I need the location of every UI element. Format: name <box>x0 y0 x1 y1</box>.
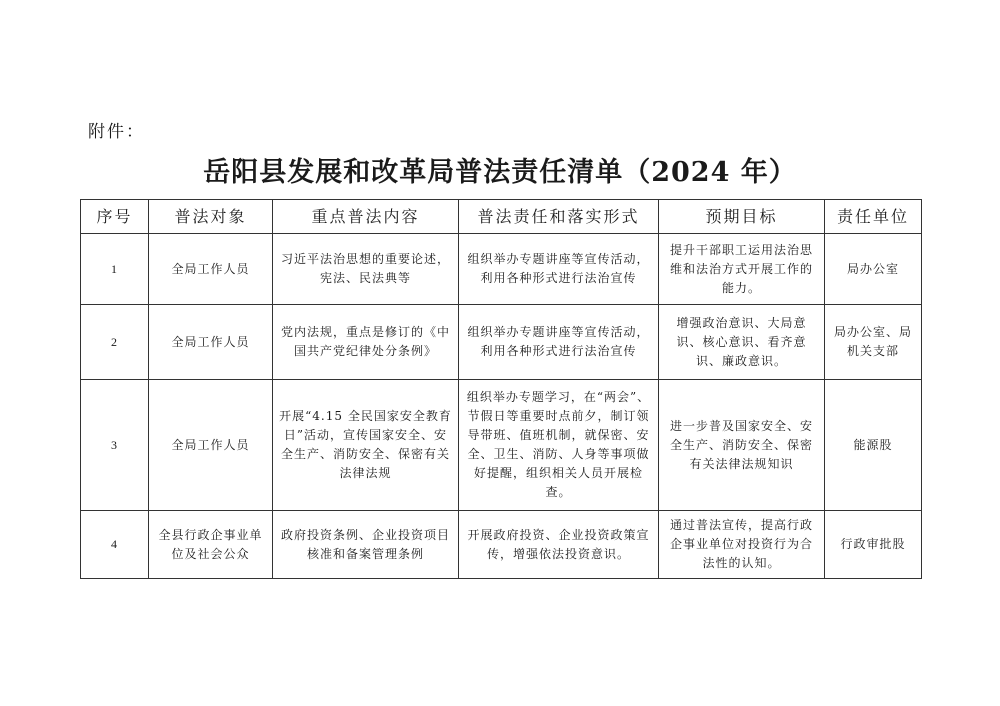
header-content: 重点普法内容 <box>273 200 459 234</box>
cell-form: 组织举办专题学习，在“两会”、节假日等重要时点前夕，制订领导带班、值班机制，就保密、安全、卫生、消防、人身等事项做好提醒，组织相关人员开展检查。 <box>459 380 659 511</box>
cell-serial: 3 <box>81 380 149 511</box>
table-header-row <box>81 200 922 234</box>
header-form: 普法责任和落实形式 <box>459 200 659 234</box>
responsibility-table <box>80 199 922 579</box>
table-row <box>81 305 922 380</box>
cell-goal: 增强政治意识、大局意识、核心意识、看齐意识、廉政意识。 <box>659 305 825 380</box>
cell-serial: 4 <box>81 511 149 579</box>
cell-unit: 能源股 <box>825 380 922 511</box>
cell-content: 开展“4.15 全民国家安全教育日”活动，宣传国家安全、安全生产、消防安全、保密有关法律法规 <box>273 380 459 511</box>
cell-unit: 局办公室 <box>825 234 922 305</box>
cell-goal: 进一步普及国家安全、安全生产、消防安全、保密有关法律法规知识 <box>659 380 825 511</box>
cell-audience: 全局工作人员 <box>149 305 273 380</box>
cell-content: 党内法规，重点是修订的《中国共产党纪律处分条例》 <box>273 305 459 380</box>
cell-goal: 提升干部职工运用法治思维和法治方式开展工作的能力。 <box>659 234 825 305</box>
header-serial: 序号 <box>81 200 149 234</box>
table-row <box>81 380 922 511</box>
cell-unit: 局办公室、局机关支部 <box>825 305 922 380</box>
table-row <box>81 511 922 579</box>
cell-goal: 通过普法宣传，提高行政企事业单位对投资行为合法性的认知。 <box>659 511 825 579</box>
table-row <box>81 234 922 305</box>
cell-audience: 全局工作人员 <box>149 234 273 305</box>
header-unit: 责任单位 <box>825 200 922 234</box>
cell-form: 组织举办专题讲座等宣传活动，利用各种形式进行法治宣传 <box>459 305 659 380</box>
cell-audience: 全局工作人员 <box>149 380 273 511</box>
cell-audience: 全县行政企事业单位及社会公众 <box>149 511 273 579</box>
cell-form: 开展政府投资、企业投资政策宣传，增强依法投资意识。 <box>459 511 659 579</box>
document-title: 岳阳县发展和改革局普法责任清单（2024 年） <box>203 157 797 188</box>
cell-content: 政府投资条例、企业投资项目核准和备案管理条例 <box>273 511 459 579</box>
cell-form: 组织举办专题讲座等宣传活动，利用各种形式进行法治宣传 <box>459 234 659 305</box>
header-audience: 普法对象 <box>149 200 273 234</box>
attachment-label: 附件： <box>88 122 145 142</box>
cell-content: 习近平法治思想的重要论述，宪法、民法典等 <box>273 234 459 305</box>
cell-serial: 1 <box>81 234 149 305</box>
header-goal: 预期目标 <box>659 200 825 234</box>
cell-serial: 2 <box>81 305 149 380</box>
cell-unit: 行政审批股 <box>825 511 922 579</box>
